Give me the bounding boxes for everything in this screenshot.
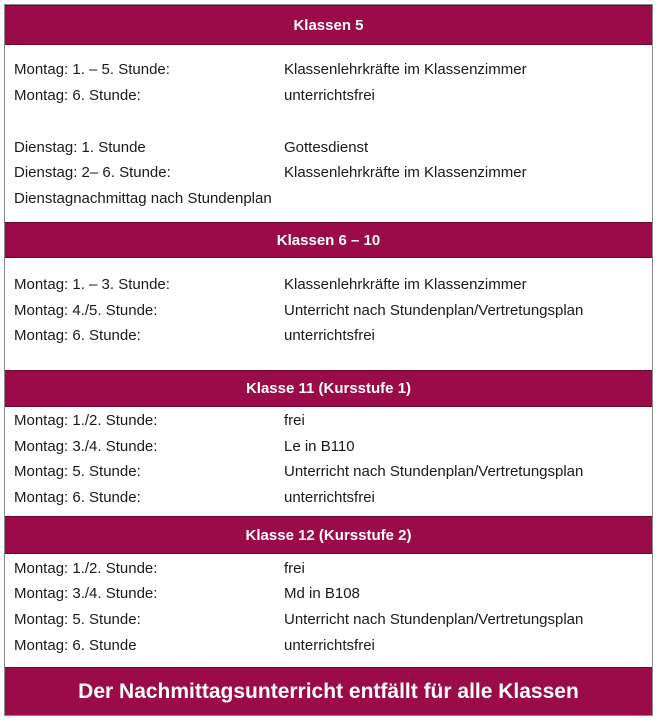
schedule-table xyxy=(4,4,653,716)
row-label: Montag: 6. Stunde: xyxy=(14,327,141,344)
row-label: Montag: 3./4. Stunde: xyxy=(14,585,158,602)
row-label: Dienstag: 1. Stunde xyxy=(14,139,146,156)
row-label: Dienstagnachmittag nach Stundenplan xyxy=(14,190,272,207)
row-label: Montag: 6. Stunde: xyxy=(14,87,141,104)
row-label: Montag: 1./2. Stunde: xyxy=(14,412,158,429)
footer-notice: Der Nachmittagsunterricht entfällt für alle Klassen xyxy=(5,667,652,715)
section-header-klasse-11: Klasse 11 (Kursstufe 1) xyxy=(5,370,652,407)
row-label: Montag: 4./5. Stunde: xyxy=(14,302,158,319)
row-value: unterrichtsfrei xyxy=(284,637,375,654)
row-label: Montag: 5. Stunde: xyxy=(14,463,141,480)
row-value: frei xyxy=(284,560,305,577)
row-value: Md in B108 xyxy=(284,585,360,602)
section-header-klasse-12: Klasse 12 (Kursstufe 2) xyxy=(5,516,652,554)
section-body-klasse-11 xyxy=(5,407,652,516)
row-label: Montag: 5. Stunde: xyxy=(14,611,141,628)
row-label: Dienstag: 2– 6. Stunde: xyxy=(14,164,171,181)
row-value: Unterricht nach Stundenplan/Vertretungsplan xyxy=(284,611,584,628)
row-label: Montag: 3./4. Stunde: xyxy=(14,438,158,455)
row-value: unterrichtsfrei xyxy=(284,327,375,344)
row-value: unterrichtsfrei xyxy=(284,489,375,506)
row-value: Gottesdienst xyxy=(284,139,369,156)
section-body-klassen-5 xyxy=(5,45,652,222)
section-header-klassen-5: Klassen 5 xyxy=(5,5,652,45)
row-value: Klassenlehrkräfte im Klassenzimmer xyxy=(284,61,527,78)
section-body-klasse-12 xyxy=(5,554,652,664)
section-body-klassen-6-10 xyxy=(5,258,652,370)
section-header-klassen-6-10: Klassen 6 – 10 xyxy=(5,222,652,258)
row-value: frei xyxy=(284,412,305,429)
row-value: Unterricht nach Stundenplan/Vertretungsplan xyxy=(284,302,584,319)
row-value: Le in B110 xyxy=(284,438,355,455)
row-label: Montag: 1. – 3. Stunde: xyxy=(14,276,170,293)
row-label: Montag: 6. Stunde: xyxy=(14,489,141,506)
row-label: Montag: 6. Stunde xyxy=(14,637,137,654)
row-label: Montag: 1./2. Stunde: xyxy=(14,560,158,577)
row-value: unterrichtsfrei xyxy=(284,87,375,104)
row-value: Klassenlehrkräfte im Klassenzimmer xyxy=(284,276,527,293)
row-label: Montag: 1. – 5. Stunde: xyxy=(14,61,170,78)
row-value: Klassenlehrkräfte im Klassenzimmer xyxy=(284,164,527,181)
row-value: Unterricht nach Stundenplan/Vertretungsplan xyxy=(284,463,584,480)
